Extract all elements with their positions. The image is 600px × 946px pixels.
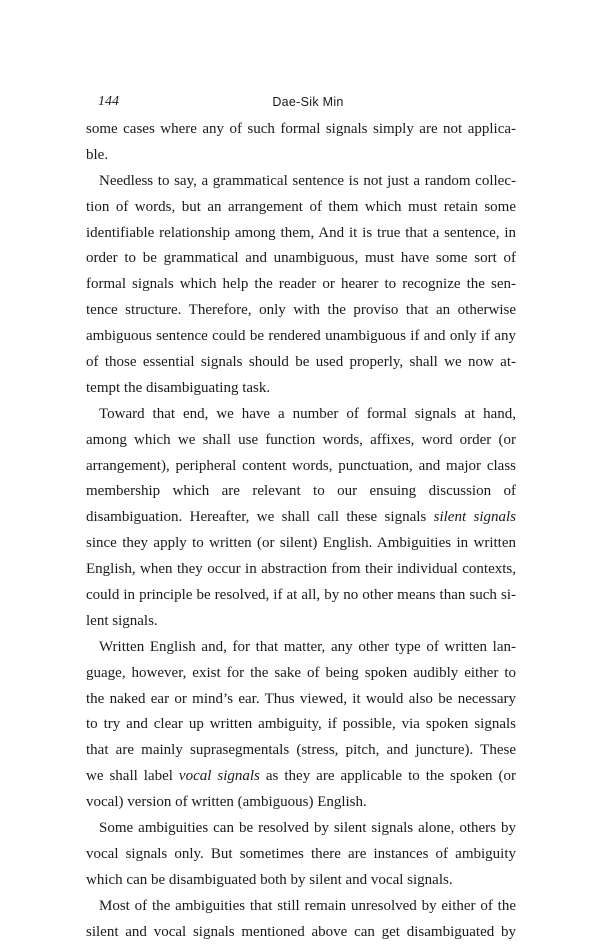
text-line: tence structure. Therefore, only with the proviso that an otherwise (86, 302, 516, 319)
text-line: of those essential signals should be used properly, shall we now at- (86, 354, 516, 371)
text-line: formal signals which help the reader or hearer to recognize the sen- (86, 276, 516, 293)
text-line: ble. (86, 146, 109, 163)
text-line: identifiable relationship among them, And it is true that a sentence, in (86, 224, 516, 241)
text-line (86, 764, 516, 790)
text-line: silent and vocal signals mentioned above can get disambiguated by (86, 923, 516, 940)
text-line: guage, however, exist for the sake of being spoken audibly either to (86, 664, 516, 681)
text-line: that are mainly suprasegmentals (stress, pitch, and juncture). These (86, 742, 516, 759)
text-line: Written English and, for that matter, any other type of written lan- (99, 638, 516, 655)
text-line: tion of words, but an arrangement of them which must retain some (86, 198, 516, 215)
text-line: vocal signals only. But sometimes there are instances of ambiguity (86, 845, 516, 862)
text-line: ambiguous sentence could be rendered unambiguous if and only if any (86, 328, 516, 345)
text-run: disambiguation. Hereafter, we shall call these signals (86, 509, 434, 526)
italic-term: silent signals (433, 509, 516, 526)
body-text (86, 117, 516, 946)
text-line: vocal) version of written (ambiguous) English. (86, 794, 367, 811)
text-line: Toward that end, we have a number of formal signals at hand, (99, 405, 516, 422)
text-line (86, 505, 516, 531)
text-line: tempt the disambiguating task. (86, 379, 271, 396)
text-line: the naked ear or mind’s ear. Thus viewed, it would also be necessary (86, 690, 516, 707)
text-line: Most of the ambiguities that still remain unresolved by either of the (99, 897, 516, 914)
text-line: since they apply to written (or silent) English. Ambiguities in written (86, 535, 516, 552)
text-run: we shall label (86, 768, 179, 785)
text-line: some cases where any of such formal signals simply are not applica- (86, 121, 516, 137)
text-line: lent signals. (86, 612, 158, 629)
text-line: English, when they occur in abstraction from their individual contexts, (86, 561, 516, 578)
italic-term: vocal signals (178, 768, 260, 785)
text-line: could in principle be resolved, if at all, by no other means than such si- (86, 587, 516, 604)
text-line: which can be disambiguated both by silent and vocal signals. (86, 871, 453, 888)
text-run: as they are applicable to the spoken (or (259, 768, 516, 785)
text-line: order to be grammatical and unambiguous, must have some sort of (86, 250, 516, 267)
text-line: membership which are relevant to our ensuing discussion of (86, 483, 516, 500)
text-line: to try and clear up written ambiguity, if possible, via spoken signals (86, 716, 516, 733)
running-head: Dae-Sik Min (272, 95, 344, 109)
page-header (98, 94, 518, 114)
text-line: Needless to say, a grammatical sentence is not just a random collec- (99, 172, 516, 189)
text-line: Some ambiguities can be resolved by silent signals alone, others by (99, 820, 516, 837)
text-line: arrangement), peripheral content words, punctuation, and major class (86, 457, 516, 474)
text-line: among which we shall use function words, affixes, word order (or (86, 431, 516, 448)
page-number: 144 (98, 94, 119, 109)
